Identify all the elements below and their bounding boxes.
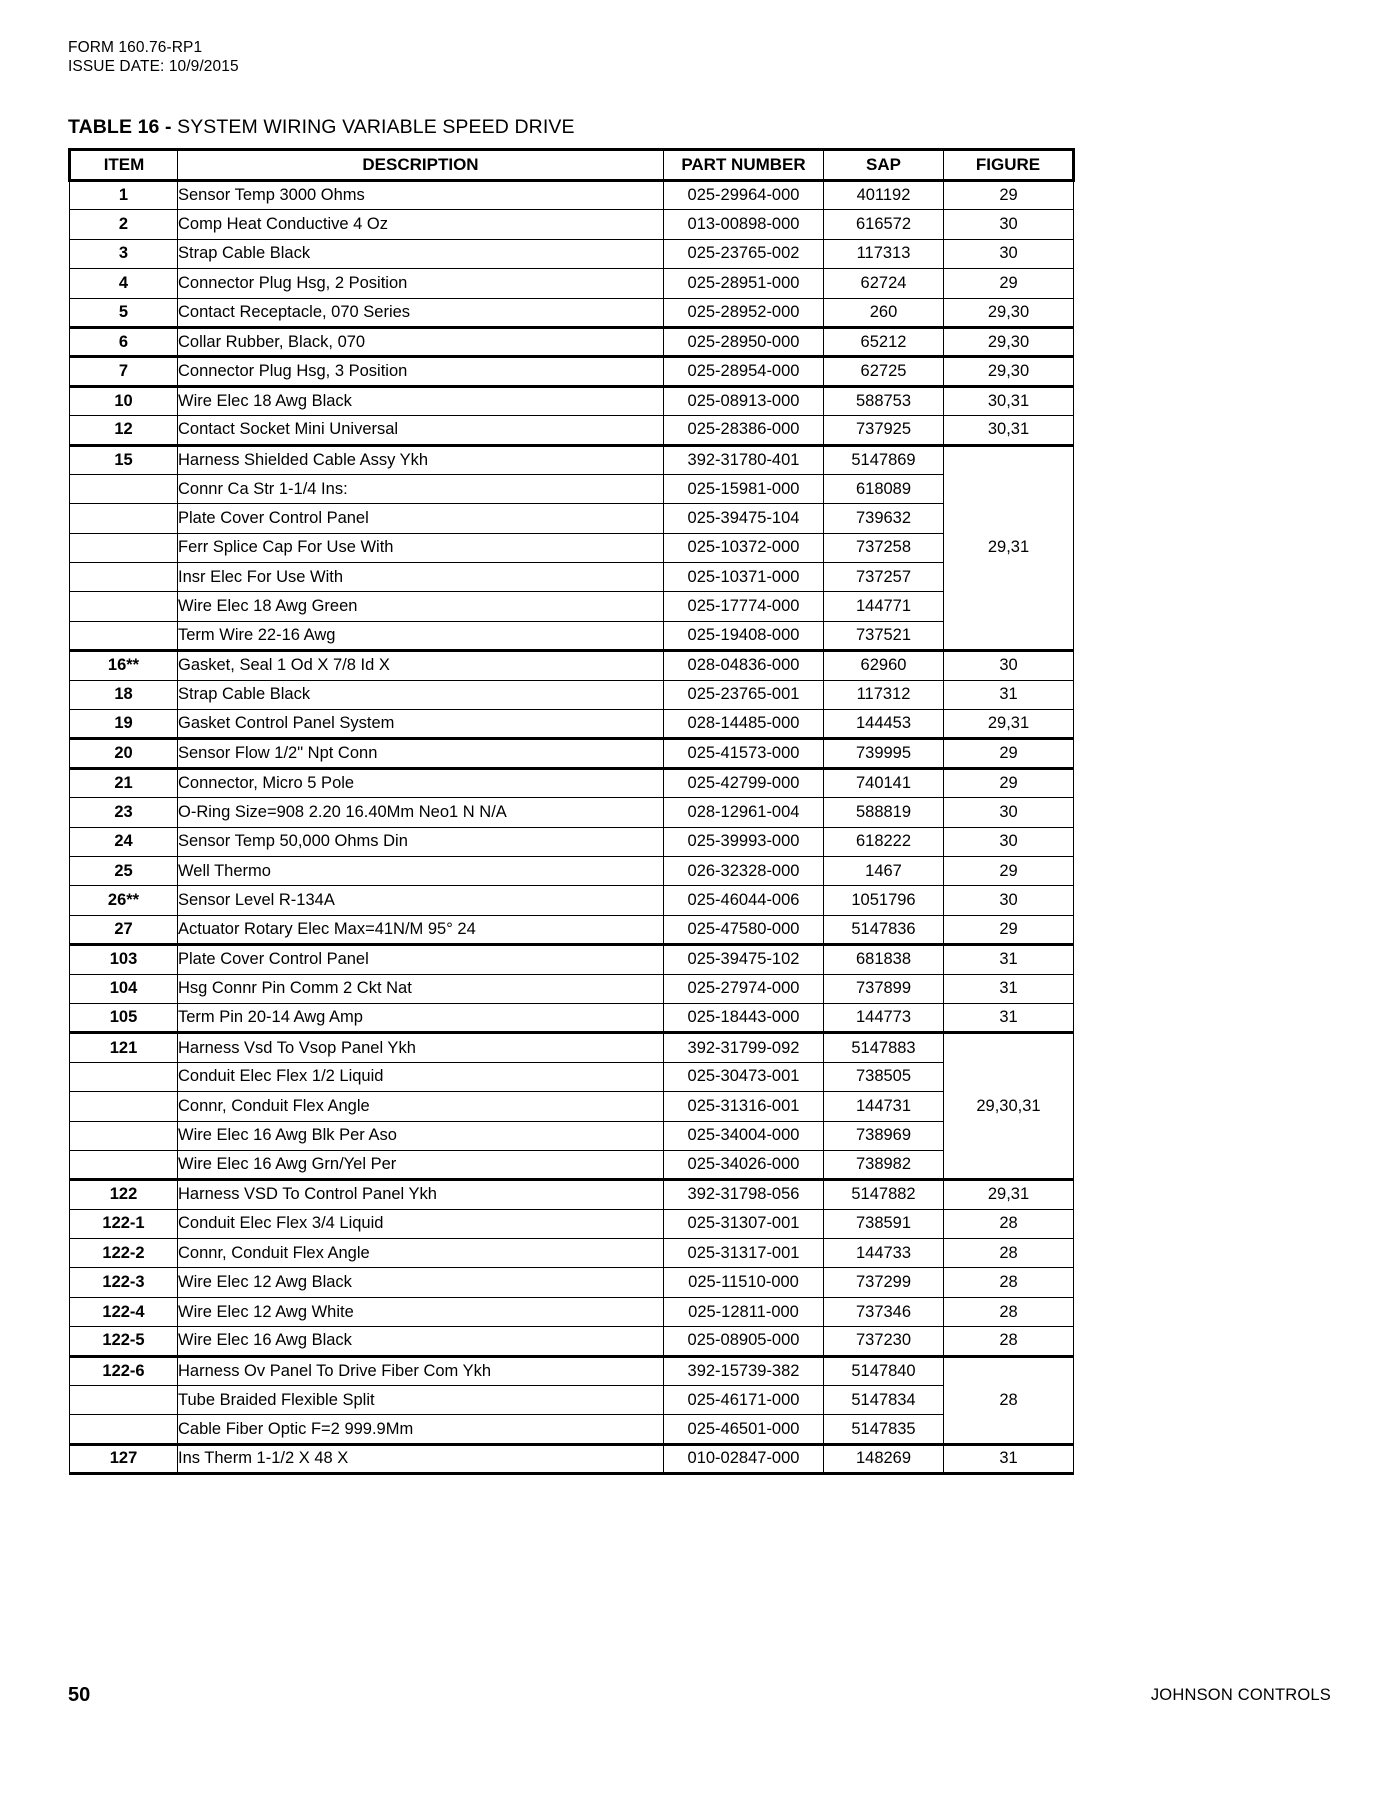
cell-part-number: 028-12961-004 [664, 798, 824, 827]
parts-table [68, 148, 1075, 1475]
cell-sap: 1467 [824, 856, 944, 885]
cell-figure: 31 [944, 1003, 1074, 1032]
cell-part-number: 025-28951-000 [664, 269, 824, 298]
table-row [70, 386, 1074, 415]
cell-description: Cable Fiber Optic F=2 999.9Mm [178, 1415, 664, 1444]
cell-sap: 740141 [824, 768, 944, 797]
cell-description: Wire Elec 16 Awg Grn/Yel Per [178, 1150, 664, 1179]
form-number: FORM 160.76-RP1 [68, 39, 203, 56]
cell-item: 122-2 [70, 1239, 178, 1268]
cell-item: 10 [70, 386, 178, 415]
table-row [70, 739, 1074, 768]
cell-figure: 28 [944, 1268, 1074, 1297]
cell-sap: 62724 [824, 269, 944, 298]
cell-figure: 31 [944, 974, 1074, 1003]
table-row [70, 1033, 1074, 1062]
cell-item [70, 474, 178, 503]
cell-sap: 144731 [824, 1092, 944, 1121]
cell-item: 4 [70, 269, 178, 298]
cell-figure: 29,30 [944, 357, 1074, 386]
cell-description: Harness Shielded Cable Assy Ykh [178, 445, 664, 474]
cell-sap: 737925 [824, 416, 944, 445]
cell-description: Plate Cover Control Panel [178, 504, 664, 533]
table-row [70, 945, 1074, 974]
cell-part-number: 025-10371-000 [664, 563, 824, 592]
table-row [70, 474, 1074, 503]
cell-part-number: 025-30473-001 [664, 1062, 824, 1091]
cell-figure: 30 [944, 886, 1074, 915]
table-row [70, 445, 1074, 474]
table-row [70, 1327, 1074, 1356]
table-row [70, 886, 1074, 915]
cell-sap: 260 [824, 298, 944, 327]
cell-item: 6 [70, 327, 178, 356]
table-row [70, 1180, 1074, 1209]
table-row [70, 974, 1074, 1003]
table-row [70, 651, 1074, 680]
issue-date: ISSUE DATE: 10/9/2015 [68, 58, 239, 75]
cell-part-number: 025-39475-102 [664, 945, 824, 974]
table-row [70, 533, 1074, 562]
cell-item [70, 1386, 178, 1415]
cell-sap: 739632 [824, 504, 944, 533]
cell-figure: 28 [944, 1297, 1074, 1326]
cell-figure: 30 [944, 827, 1074, 856]
cell-item [70, 533, 178, 562]
table-row [70, 915, 1074, 944]
cell-part-number: 025-17774-000 [664, 592, 824, 621]
cell-part-number: 025-15981-000 [664, 474, 824, 503]
cell-description: Strap Cable Black [178, 680, 664, 709]
cell-figure: 30,31 [944, 416, 1074, 445]
cell-description: Wire Elec 16 Awg Blk Per Aso [178, 1121, 664, 1150]
cell-sap: 144771 [824, 592, 944, 621]
cell-part-number: 392-31799-092 [664, 1033, 824, 1062]
cell-part-number: 025-41573-000 [664, 739, 824, 768]
cell-description: Connr, Conduit Flex Angle [178, 1092, 664, 1121]
cell-sap: 5147836 [824, 915, 944, 944]
cell-description: Harness Ov Panel To Drive Fiber Com Ykh [178, 1356, 664, 1385]
cell-sap: 738969 [824, 1121, 944, 1150]
cell-part-number: 025-31307-001 [664, 1209, 824, 1238]
cell-part-number: 025-46501-000 [664, 1415, 824, 1444]
cell-item: 21 [70, 768, 178, 797]
cell-part-number: 025-19408-000 [664, 621, 824, 650]
table-row [70, 298, 1074, 327]
cell-figure: 30 [944, 651, 1074, 680]
cell-item [70, 563, 178, 592]
cell-item [70, 1092, 178, 1121]
cell-part-number: 025-27974-000 [664, 974, 824, 1003]
column-header-sap: SAP [824, 150, 944, 181]
cell-sap: 737230 [824, 1327, 944, 1356]
table-row [70, 621, 1074, 650]
cell-description: Ins Therm 1-1/2 X 48 X [178, 1444, 664, 1473]
table-row [70, 1297, 1074, 1326]
cell-sap: 144453 [824, 710, 944, 739]
cell-figure: 29 [944, 181, 1074, 210]
table-row [70, 592, 1074, 621]
cell-part-number: 025-34026-000 [664, 1150, 824, 1179]
cell-sap: 5147882 [824, 1180, 944, 1209]
cell-sap: 62960 [824, 651, 944, 680]
cell-part-number: 025-28952-000 [664, 298, 824, 327]
column-header-description: DESCRIPTION [178, 150, 664, 181]
page-number: 50 [68, 1684, 91, 1706]
table-title [68, 116, 1331, 139]
cell-part-number: 392-15739-382 [664, 1356, 824, 1385]
cell-description: Actuator Rotary Elec Max=41N/M 95° 24 [178, 915, 664, 944]
table-row [70, 1209, 1074, 1238]
cell-item [70, 1415, 178, 1444]
cell-part-number: 025-08913-000 [664, 386, 824, 415]
cell-description: Gasket Control Panel System [178, 710, 664, 739]
cell-figure: 28 [944, 1327, 1074, 1356]
cell-item: 122-6 [70, 1356, 178, 1385]
cell-item [70, 1121, 178, 1150]
cell-sap: 738505 [824, 1062, 944, 1091]
cell-sap: 737899 [824, 974, 944, 1003]
cell-sap: 5147834 [824, 1386, 944, 1415]
cell-item: 24 [70, 827, 178, 856]
cell-item: 16** [70, 651, 178, 680]
cell-figure: 29 [944, 768, 1074, 797]
cell-item: 15 [70, 445, 178, 474]
cell-part-number: 025-47580-000 [664, 915, 824, 944]
cell-description: Connr, Conduit Flex Angle [178, 1239, 664, 1268]
cell-figure: 30 [944, 210, 1074, 239]
cell-part-number: 025-34004-000 [664, 1121, 824, 1150]
cell-sap: 401192 [824, 181, 944, 210]
cell-part-number: 025-31316-001 [664, 1092, 824, 1121]
cell-sap: 62725 [824, 357, 944, 386]
cell-figure: 30 [944, 798, 1074, 827]
table-row [70, 563, 1074, 592]
cell-description: Comp Heat Conductive 4 Oz [178, 210, 664, 239]
table-row [70, 181, 1074, 210]
table-row [70, 1092, 1074, 1121]
cell-sap: 1051796 [824, 886, 944, 915]
cell-part-number: 025-12811-000 [664, 1297, 824, 1326]
cell-figure: 31 [944, 680, 1074, 709]
cell-part-number: 025-31317-001 [664, 1239, 824, 1268]
column-header-item: ITEM [70, 150, 178, 181]
table-row [70, 416, 1074, 445]
cell-part-number: 025-10372-000 [664, 533, 824, 562]
cell-figure: 28 [944, 1239, 1074, 1268]
cell-sap: 618089 [824, 474, 944, 503]
cell-description: Conduit Elec Flex 1/2 Liquid [178, 1062, 664, 1091]
cell-sap: 5147883 [824, 1033, 944, 1062]
cell-description: Insr Elec For Use With [178, 563, 664, 592]
cell-figure: 29,30 [944, 298, 1074, 327]
cell-item: 26** [70, 886, 178, 915]
cell-sap: 618222 [824, 827, 944, 856]
cell-item [70, 1150, 178, 1179]
cell-part-number: 025-28954-000 [664, 357, 824, 386]
cell-description: Hsg Connr Pin Comm 2 Ckt Nat [178, 974, 664, 1003]
cell-figure: 29,30 [944, 327, 1074, 356]
cell-sap: 616572 [824, 210, 944, 239]
cell-sap: 588753 [824, 386, 944, 415]
cell-part-number: 025-46044-006 [664, 886, 824, 915]
cell-figure: 30,31 [944, 386, 1074, 415]
cell-sap: 739995 [824, 739, 944, 768]
cell-part-number: 013-00898-000 [664, 210, 824, 239]
cell-sap: 148269 [824, 1444, 944, 1473]
table-row [70, 1239, 1074, 1268]
column-header-figure: FIGURE [944, 150, 1074, 181]
cell-description: Connector Plug Hsg, 2 Position [178, 269, 664, 298]
cell-description: Wire Elec 12 Awg White [178, 1297, 664, 1326]
cell-part-number: 392-31798-056 [664, 1180, 824, 1209]
cell-description: Sensor Flow 1/2" Npt Conn [178, 739, 664, 768]
table-body [70, 181, 1074, 1474]
cell-item: 104 [70, 974, 178, 1003]
column-header-part-number: PART NUMBER [664, 150, 824, 181]
table-row [70, 827, 1074, 856]
cell-description: Wire Elec 16 Awg Black [178, 1327, 664, 1356]
page-footer [68, 1684, 1331, 1710]
cell-item [70, 592, 178, 621]
table-row [70, 1121, 1074, 1150]
cell-part-number: 025-29964-000 [664, 181, 824, 210]
cell-part-number: 025-23765-002 [664, 239, 824, 268]
cell-figure: 29 [944, 915, 1074, 944]
cell-part-number: 028-14485-000 [664, 710, 824, 739]
cell-part-number: 025-28386-000 [664, 416, 824, 445]
cell-description: O-Ring Size=908 2.20 16.40Mm Neo1 N N/A [178, 798, 664, 827]
cell-sap: 65212 [824, 327, 944, 356]
cell-item: 25 [70, 856, 178, 885]
cell-figure: 29,30,31 [944, 1033, 1074, 1180]
cell-item: 122-4 [70, 1297, 178, 1326]
table-row [70, 768, 1074, 797]
cell-item: 2 [70, 210, 178, 239]
cell-sap: 5147840 [824, 1356, 944, 1385]
cell-part-number: 025-28950-000 [664, 327, 824, 356]
cell-sap: 144773 [824, 1003, 944, 1032]
table-row [70, 680, 1074, 709]
cell-part-number: 026-32328-000 [664, 856, 824, 885]
table-row [70, 1386, 1074, 1415]
cell-figure: 29 [944, 856, 1074, 885]
cell-item [70, 1062, 178, 1091]
cell-sap: 588819 [824, 798, 944, 827]
cell-part-number: 028-04836-000 [664, 651, 824, 680]
cell-description: Conduit Elec Flex 3/4 Liquid [178, 1209, 664, 1238]
cell-sap: 117313 [824, 239, 944, 268]
cell-figure: 29,31 [944, 445, 1074, 651]
cell-description: Harness VSD To Control Panel Ykh [178, 1180, 664, 1209]
cell-item: 105 [70, 1003, 178, 1032]
table-row [70, 1268, 1074, 1297]
cell-description: Tube Braided Flexible Split [178, 1386, 664, 1415]
cell-item: 3 [70, 239, 178, 268]
cell-figure: 29 [944, 269, 1074, 298]
cell-description: Strap Cable Black [178, 239, 664, 268]
cell-sap: 738591 [824, 1209, 944, 1238]
cell-description: Wire Elec 18 Awg Black [178, 386, 664, 415]
cell-sap: 737346 [824, 1297, 944, 1326]
cell-description: Sensor Level R-134A [178, 886, 664, 915]
cell-item: 122 [70, 1180, 178, 1209]
table-row [70, 798, 1074, 827]
cell-part-number: 025-08905-000 [664, 1327, 824, 1356]
document-header [68, 38, 1331, 76]
cell-description: Connector, Micro 5 Pole [178, 768, 664, 797]
cell-item: 122-1 [70, 1209, 178, 1238]
cell-part-number: 010-02847-000 [664, 1444, 824, 1473]
cell-sap: 737258 [824, 533, 944, 562]
cell-part-number: 025-46171-000 [664, 1386, 824, 1415]
cell-item: 103 [70, 945, 178, 974]
cell-description: Gasket, Seal 1 Od X 7/8 Id X [178, 651, 664, 680]
cell-part-number: 025-42799-000 [664, 768, 824, 797]
cell-sap: 737299 [824, 1268, 944, 1297]
cell-description: Well Thermo [178, 856, 664, 885]
cell-part-number: 025-18443-000 [664, 1003, 824, 1032]
table-header-row [70, 150, 1074, 181]
table-row [70, 1150, 1074, 1179]
table-row [70, 856, 1074, 885]
cell-item: 1 [70, 181, 178, 210]
cell-item: 18 [70, 680, 178, 709]
table-row [70, 1062, 1074, 1091]
cell-description: Wire Elec 18 Awg Green [178, 592, 664, 621]
cell-item: 27 [70, 915, 178, 944]
table-row [70, 239, 1074, 268]
cell-description: Connr Ca Str 1-1/4 Ins: [178, 474, 664, 503]
cell-figure: 31 [944, 1444, 1074, 1473]
cell-item: 7 [70, 357, 178, 386]
cell-item [70, 504, 178, 533]
cell-description: Term Pin 20-14 Awg Amp [178, 1003, 664, 1032]
cell-item: 5 [70, 298, 178, 327]
cell-figure: 28 [944, 1356, 1074, 1444]
cell-part-number: 025-39475-104 [664, 504, 824, 533]
table-row [70, 357, 1074, 386]
cell-figure: 31 [944, 945, 1074, 974]
cell-item: 20 [70, 739, 178, 768]
cell-sap: 738982 [824, 1150, 944, 1179]
cell-description: Contact Socket Mini Universal [178, 416, 664, 445]
cell-description: Wire Elec 12 Awg Black [178, 1268, 664, 1297]
cell-sap: 681838 [824, 945, 944, 974]
cell-part-number: 025-11510-000 [664, 1268, 824, 1297]
cell-description: Ferr Splice Cap For Use With [178, 533, 664, 562]
table-row [70, 1415, 1074, 1444]
cell-description: Connector Plug Hsg, 3 Position [178, 357, 664, 386]
cell-item: 122-5 [70, 1327, 178, 1356]
cell-figure: 29,31 [944, 710, 1074, 739]
cell-description: Harness Vsd To Vsop Panel Ykh [178, 1033, 664, 1062]
table-row [70, 269, 1074, 298]
table-row [70, 327, 1074, 356]
cell-figure: 28 [944, 1209, 1074, 1238]
cell-part-number: 392-31780-401 [664, 445, 824, 474]
cell-item: 12 [70, 416, 178, 445]
table-row [70, 504, 1074, 533]
cell-description: Sensor Temp 3000 Ohms [178, 181, 664, 210]
cell-figure: 29,31 [944, 1180, 1074, 1209]
cell-description: Contact Receptacle, 070 Series [178, 298, 664, 327]
table-row [70, 210, 1074, 239]
table-row [70, 1003, 1074, 1032]
cell-item: 122-3 [70, 1268, 178, 1297]
cell-figure: 29 [944, 739, 1074, 768]
cell-part-number: 025-23765-001 [664, 680, 824, 709]
cell-sap: 144733 [824, 1239, 944, 1268]
cell-description: Term Wire 22-16 Awg [178, 621, 664, 650]
cell-item: 121 [70, 1033, 178, 1062]
cell-item: 23 [70, 798, 178, 827]
cell-part-number: 025-39993-000 [664, 827, 824, 856]
cell-item [70, 621, 178, 650]
table-row [70, 1356, 1074, 1385]
cell-sap: 5147835 [824, 1415, 944, 1444]
company-name: JOHNSON CONTROLS [1150, 1686, 1331, 1704]
cell-description: Collar Rubber, Black, 070 [178, 327, 664, 356]
cell-figure: 30 [944, 239, 1074, 268]
table-row [70, 1444, 1074, 1473]
cell-sap: 737521 [824, 621, 944, 650]
cell-item: 19 [70, 710, 178, 739]
cell-sap: 737257 [824, 563, 944, 592]
cell-description: Plate Cover Control Panel [178, 945, 664, 974]
cell-item: 127 [70, 1444, 178, 1473]
cell-description: Sensor Temp 50,000 Ohms Din [178, 827, 664, 856]
cell-sap: 5147869 [824, 445, 944, 474]
table-title-name: SYSTEM WIRING VARIABLE SPEED DRIVE [177, 116, 575, 138]
table-row [70, 710, 1074, 739]
table-title-label: TABLE 16 - [68, 116, 178, 138]
cell-sap: 117312 [824, 680, 944, 709]
table-head [70, 150, 1074, 181]
